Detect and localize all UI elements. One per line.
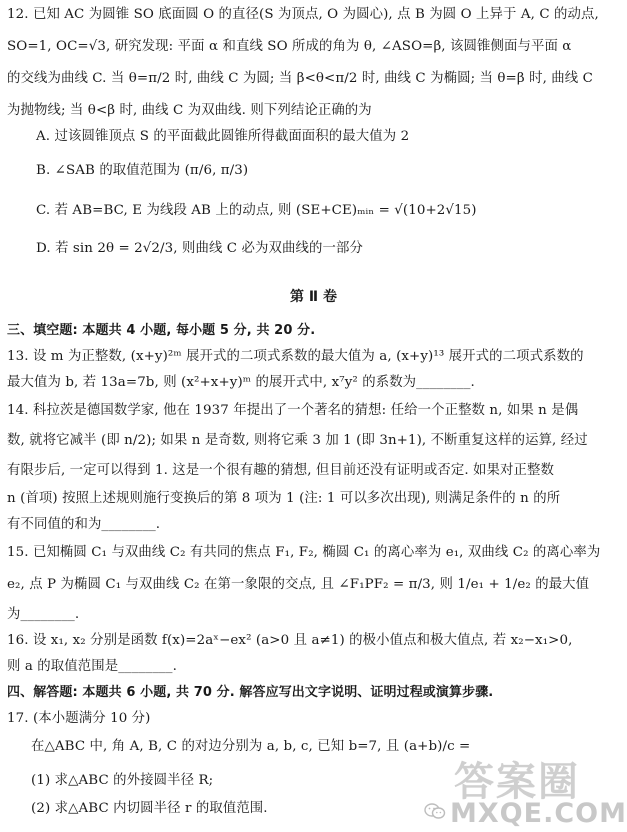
watermark-logo: 答案圈 xyxy=(454,759,580,805)
section-3-heading: 三、填空题: 本题共 4 小题, 每小题 5 分, 共 20 分. xyxy=(7,323,316,338)
q12-line-3: 的交线为曲线 C. 当 θ=π/2 时, 曲线 C 为圆; 当 β<θ<π/2 时, 曲线 C 为椭圆; 当 θ=β 时, 曲线 C xyxy=(7,71,593,86)
q12-line-2: SO=1, OC=√3, 研究发现: 平面 α 和直线 SO 所成的角为 θ, ∠ASO=β, 该圆锥侧面与平面 α xyxy=(7,39,572,54)
q14-line-4: n (首项) 按照上述规则施行变换后的第 8 项为 1 (注: 1 可以多次出现), 则满足条件的 n 的所 xyxy=(7,491,561,506)
q14-line-3: 有限步后, 一定可以得到 1. 这是一个很有趣的猜想, 但目前还没有证明或否定. 如果对正整数 xyxy=(7,463,554,478)
q16-line-2: 则 a 的取值范围是________. xyxy=(7,659,177,674)
section-4-heading: 四、解答题: 本题共 6 小题, 共 70 分. 解答应写出文字说明、证明过程或演算步骤. xyxy=(7,685,494,700)
q17-heading: 17. (本小题满分 10 分) xyxy=(7,711,151,726)
watermark xyxy=(448,748,627,832)
q14-line-5: 有不同值的和为________. xyxy=(7,517,161,532)
q12-option-b: B. ∠SAB 的取值范围为 (π/6, π/3) xyxy=(36,163,249,178)
q13-line-1: 13. 设 m 为正整数, (x+y)²ᵐ 展开式的二项式系数的最大值为 a, (x+y)¹³ 展开式的二项式系数的 xyxy=(7,349,584,364)
q12-line-1: 12. 已知 AC 为圆锥 SO 底面圆 O 的直径(S 为顶点, O 为圆心), 点 B 为圆 O 上异于 A, C 的动点, xyxy=(7,7,599,22)
q17-statement: 在△ABC 中, 角 A, B, C 的对边分别为 a, b, c, 已知 b=7, 且 (a+b)/c = xyxy=(31,739,471,754)
q15-line-3: 为________. xyxy=(7,607,80,622)
q13-line-2: 最大值为 b, 若 13a=7b, 则 (x²+x+y)ᵐ 的展开式中, x⁷y² 的系数为________. xyxy=(7,375,475,390)
q12-option-a: A. 过该圆锥顶点 S 的平面截此圆锥所得截面面积的最大值为 2 xyxy=(36,129,410,144)
q17-part-1: (1) 求△ABC 的外接圆半径 R; xyxy=(31,773,214,788)
part-ii-title: 第 Ⅱ 卷 xyxy=(290,289,337,305)
q12-line-4: 为抛物线; 当 θ<β 时, 曲线 C 为双曲线. 则下列结论正确的为 xyxy=(7,103,372,118)
q12-option-d: D. 若 sin 2θ = 2√2/3, 则曲线 C 必为双曲线的一部分 xyxy=(36,241,363,256)
q15-line-2: e₂, 点 P 为椭圆 C₁ 与双曲线 C₂ 在第一象限的交点, 且 ∠F₁PF₂ = π/3, 则 1/e₁ + 1/e₂ 的最大值 xyxy=(7,577,590,592)
q16-line-1: 16. 设 x₁, x₂ 分别是函数 f(x)=2aˣ−ex² (a>0 且 a≠1) 的极小值点和极大值点, 若 x₂−x₁>0, xyxy=(7,633,573,648)
q14-line-1: 14. 科拉茨是德国数学家, 他在 1937 年提出了一个著名的猜想: 任给一个正整数 n, 如果 n 是偶 xyxy=(7,403,579,418)
wechat-icon xyxy=(424,802,446,820)
q17-part-2: (2) 求△ABC 内切圆半径 r 的取值范围. xyxy=(31,801,268,816)
q12-option-c: C. 若 AB=BC, E 为线段 AB 上的动点, 则 (SE+CE)ₘᵢₙ = √(10+2√15) xyxy=(36,203,477,218)
watermark-url: MXQE.COM xyxy=(450,798,627,829)
q15-line-1: 15. 已知椭圆 C₁ 与双曲线 C₂ 有共同的焦点 F₁, F₂, 椭圆 C₁ 的离心率为 e₁, 双曲线 C₂ 的离心率为 xyxy=(7,545,601,560)
q14-line-2: 数, 就将它减半 (即 n/2); 如果 n 是奇数, 则将它乘 3 加 1 (即 3n+1), 不断重复这样的运算, 经过 xyxy=(7,433,588,448)
